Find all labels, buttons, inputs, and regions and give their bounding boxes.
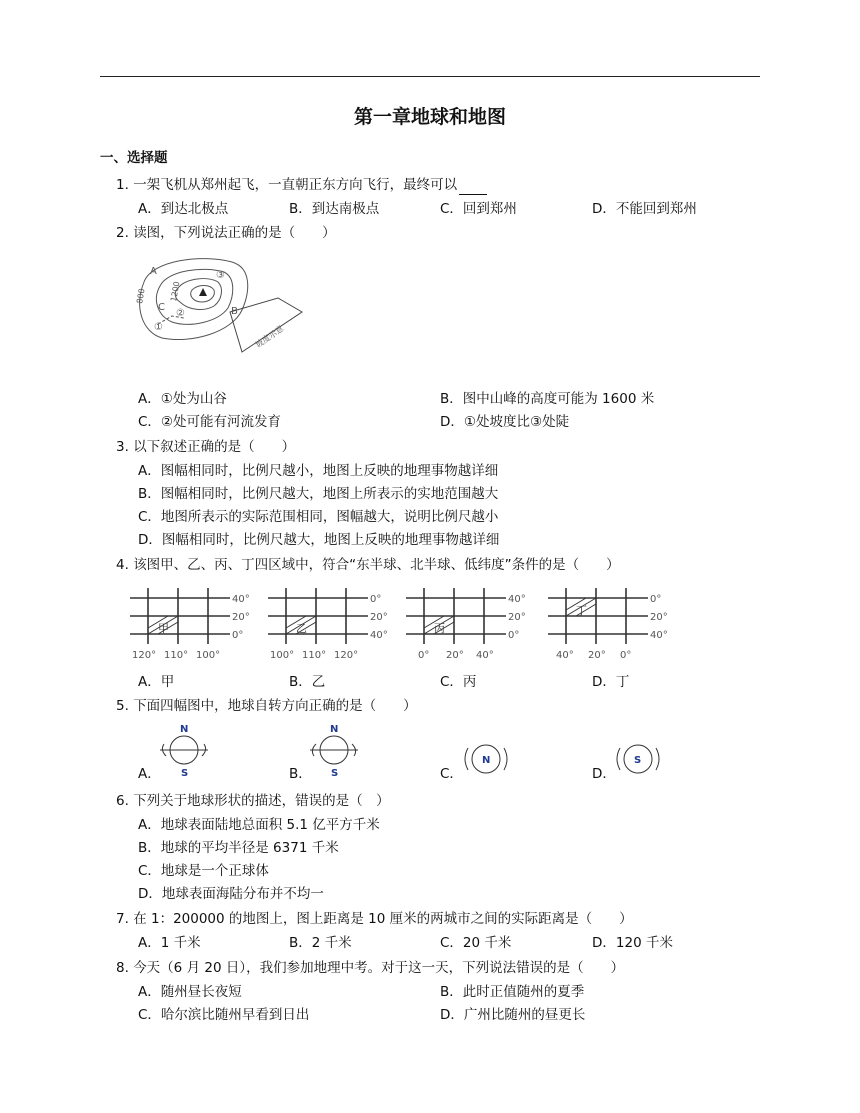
question-number: 2. — [116, 225, 129, 241]
lat-label: 20° — [650, 612, 668, 623]
globe-figure-a — [156, 720, 212, 780]
option-d[interactable]: D．不能回到郑州 — [592, 201, 697, 217]
lat-label: 0° — [232, 630, 244, 641]
north-pole-label: N — [482, 755, 491, 766]
question-number: 4. — [116, 557, 129, 573]
option-a[interactable]: A．地球表面陆地总面积 5.1 亿平方千米 — [138, 817, 380, 833]
lon-label: 20° — [588, 650, 606, 661]
option-c[interactable]: C．②处可能有河流发育 — [138, 414, 282, 430]
question-7 — [116, 909, 633, 929]
region-label: 甲 — [158, 622, 169, 635]
option-c[interactable]: C．20 千米 — [440, 935, 512, 951]
question-number: 3. — [116, 439, 129, 455]
grid-figure-bing — [406, 588, 534, 662]
option-d[interactable]: D．120 千米 — [592, 935, 673, 951]
lon-label: 40° — [476, 650, 494, 661]
option-c[interactable]: C．丙 — [440, 674, 477, 690]
lon-label: 0° — [620, 650, 632, 661]
option-a[interactable]: A．甲 — [138, 674, 175, 690]
lon-label: 110° — [302, 650, 327, 661]
question-5 — [116, 696, 417, 716]
lat-label: 40° — [370, 630, 388, 641]
question-text: 读图，下列说法正确的是（ ） — [133, 225, 336, 241]
region-label: 丙 — [434, 622, 445, 635]
option-a[interactable]: A．到达北极点 — [138, 201, 229, 217]
lat-label: 40° — [508, 594, 526, 605]
north-pole-label: N — [330, 724, 339, 735]
question-text: 今天（6 月 20 日），我们参加地理中考。对于这一天，下列说法错误的是（ ） — [133, 960, 625, 976]
answer-blank — [459, 180, 487, 195]
option-b[interactable]: B．此时正值随州的夏季 — [440, 984, 585, 1000]
marker-1: ① — [154, 322, 163, 333]
option-d[interactable]: D．①处坡度比③处陡 — [440, 414, 570, 430]
lat-label: 0° — [508, 630, 520, 641]
lon-label: 20° — [446, 650, 464, 661]
option-c[interactable]: C．地图所表示的实际范围相同，图幅越大，说明比例尺越小 — [138, 509, 499, 525]
lat-label: 20° — [232, 612, 250, 623]
question-text: 在 1：200000 的地图上，图上距离是 10 厘米的两城市之间的实际距离是（ ） — [133, 911, 633, 927]
question-number: 1. — [116, 177, 129, 193]
north-pole-label: N — [180, 724, 189, 735]
question-text: 以下叙述正确的是（ ） — [133, 439, 296, 455]
option-d[interactable]: D．广州比随州的昼更长 — [440, 1007, 586, 1023]
region-label: 丁 — [576, 604, 587, 617]
question-number: 8. — [116, 960, 129, 976]
globe-figure-b — [306, 720, 362, 780]
option-b[interactable]: B．图中山峰的高度可能为 1600 米 — [440, 391, 655, 407]
globe-figure-d — [612, 738, 664, 780]
lat-label: 20° — [508, 612, 526, 623]
option-b[interactable]: B．地球的平均半径是 6371 千米 — [138, 840, 339, 856]
option-c[interactable]: C． — [440, 766, 463, 782]
figure-label-b: B — [231, 306, 238, 317]
option-a[interactable]: A．1 千米 — [138, 935, 201, 951]
lon-label: 110° — [164, 650, 189, 661]
south-pole-label: S — [331, 768, 339, 779]
option-b[interactable]: B．到达南极点 — [289, 201, 380, 217]
figure-label-c: C — [158, 302, 165, 313]
option-a[interactable]: A．随州昼长夜短 — [138, 984, 242, 1000]
question-3 — [116, 437, 295, 457]
question-number: 5. — [116, 698, 129, 714]
lon-label: 40° — [556, 650, 574, 661]
contour-value-800: 800 — [135, 287, 147, 305]
option-d[interactable]: D．丁 — [592, 674, 630, 690]
option-a[interactable]: A．①处为山谷 — [138, 391, 227, 407]
lon-label: 120° — [132, 650, 157, 661]
question-text: 下列关于地球形状的描述，错误的是（ ） — [133, 793, 390, 809]
marker-3: ③ — [216, 270, 225, 281]
contour-value-1200: 1200 — [169, 280, 182, 303]
lon-label: 0° — [418, 650, 430, 661]
question-number: 7. — [116, 911, 129, 927]
question-text: 一架飞机从郑州起飞，一直朝正东方向飞行，最终可以 — [133, 177, 458, 193]
top-rule — [100, 76, 760, 77]
question-number: 6. — [116, 793, 129, 809]
south-pole-label: S — [634, 755, 642, 766]
lon-label: 100° — [196, 650, 221, 661]
contour-map-figure — [132, 252, 310, 356]
region-label: 乙 — [296, 622, 307, 635]
figure-label-a: A — [150, 266, 157, 277]
marker-2: ② — [176, 308, 185, 319]
option-a[interactable]: A． — [138, 766, 161, 782]
question-text: 下面四幅图中，地球自转方向正确的是（ ） — [133, 698, 417, 714]
lon-label: 120° — [334, 650, 359, 661]
lat-label: 40° — [232, 594, 250, 605]
question-text: 该图甲、乙、丙、丁四区域中，符合“东半球、北半球、低纬度”条件的是（ ） — [133, 557, 620, 573]
peak-icon — [199, 288, 207, 296]
south-pole-label: S — [181, 768, 189, 779]
option-d[interactable]: D．地球表面海陆分布并不均一 — [138, 886, 324, 902]
section-heading: 一、选择题 — [100, 150, 168, 166]
lat-label: 20° — [370, 612, 388, 623]
option-b[interactable]: B．图幅相同时，比例尺越大，地图上所表示的实地范围越大 — [138, 486, 499, 502]
option-b[interactable]: B．乙 — [289, 674, 326, 690]
lon-label: 100° — [270, 650, 295, 661]
page-title: 第一章地球和地图 — [353, 106, 506, 128]
option-c[interactable]: C．地球是一个正球体 — [138, 863, 269, 879]
grid-figure-yi — [268, 588, 396, 662]
lat-label: 0° — [370, 594, 382, 605]
question-8 — [116, 958, 624, 978]
question-1 — [116, 175, 487, 195]
option-c[interactable]: C．哈尔滨比随州早看到日出 — [138, 1007, 310, 1023]
question-6 — [116, 791, 390, 811]
globe-figure-c — [460, 738, 512, 780]
option-a[interactable]: A．图幅相同时，比例尺越小，地图上反映的地理事物越详细 — [138, 463, 499, 479]
grid-figure-jia — [130, 588, 258, 662]
option-c[interactable]: C．回到郑州 — [440, 201, 517, 217]
grid-figure-ding — [548, 588, 676, 662]
option-b[interactable]: B． — [289, 766, 312, 782]
option-d[interactable]: D．图幅相同时，比例尺越大，地图上反映的地理事物越详细 — [138, 532, 500, 548]
option-d[interactable]: D． — [592, 766, 616, 782]
question-2 — [116, 223, 336, 243]
option-b[interactable]: B．2 千米 — [289, 935, 352, 951]
slope-caption: 坡度示意 — [253, 323, 286, 350]
question-4 — [116, 555, 620, 575]
lat-label: 0° — [650, 594, 662, 605]
lat-label: 40° — [650, 630, 668, 641]
